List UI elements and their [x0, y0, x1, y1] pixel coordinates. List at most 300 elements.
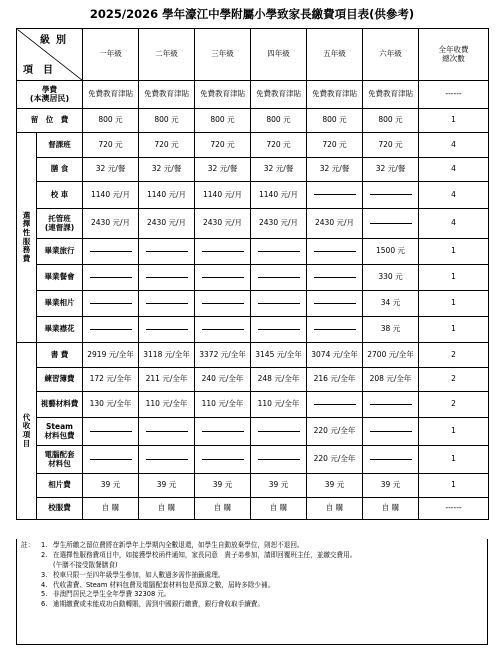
collection-value-cell — [307, 498, 363, 520]
grade-header: 六年級 — [363, 29, 419, 81]
reservation-label: 留 位 費 — [17, 109, 83, 133]
collection-value: 自 購 — [213, 503, 232, 513]
collection-value-cell — [195, 418, 251, 446]
note-label — [21, 561, 41, 571]
optional-total: 1 — [419, 317, 489, 343]
note-number — [41, 561, 53, 571]
optional-value: 1140 元/月 — [147, 189, 186, 199]
optional-item-label-text: 督課班 — [48, 139, 71, 149]
optional-value-cell — [83, 239, 139, 265]
notes-section — [16, 539, 488, 645]
optional-item-label — [37, 158, 83, 182]
optional-value-cell — [251, 291, 307, 317]
collection-value-cell — [251, 418, 307, 446]
collection-value-cell — [83, 418, 139, 446]
optional-item-label — [37, 209, 83, 239]
empty-dash — [202, 303, 244, 304]
optional-value: 34 元 — [380, 298, 401, 308]
optional-value: 32 元/餐 — [207, 164, 238, 174]
optional-value-cell — [363, 182, 419, 209]
collection-value-cell — [139, 392, 195, 418]
collection-row — [17, 392, 489, 418]
collection-value-cell — [307, 343, 363, 368]
optional-value-cell — [307, 133, 363, 158]
tuition-label-cell — [17, 81, 83, 109]
collection-value: 248 元/全年 — [257, 374, 300, 384]
collection-value-cell — [251, 446, 307, 474]
collection-value: 220 元/全年 — [313, 426, 356, 436]
optional-value-cell — [83, 182, 139, 209]
optional-value-cell — [307, 291, 363, 317]
collection-value-cell — [139, 343, 195, 368]
collection-value-cell — [363, 474, 419, 498]
optional-value: 2430 元/月 — [203, 218, 242, 228]
empty-dash — [258, 303, 300, 304]
empty-dash — [202, 251, 244, 252]
collection-item-label-text: 校服費 — [48, 503, 71, 513]
optional-value: 330 元 — [378, 272, 403, 282]
empty-dash — [146, 459, 188, 460]
collection-value-cell — [251, 343, 307, 368]
optional-item-label-text: 畢業餐會 — [44, 272, 75, 282]
grade-header: 一年級 — [83, 29, 139, 81]
optional-value-cell — [195, 265, 251, 291]
optional-category-text: 選擇性服務費 — [22, 210, 31, 263]
collection-total: 1 — [419, 446, 489, 474]
optional-value-cell — [251, 265, 307, 291]
collection-total: ------ — [419, 498, 489, 520]
empty-dash — [258, 329, 300, 330]
collection-value: 自 購 — [101, 503, 120, 513]
empty-dash — [314, 404, 356, 405]
collection-item-label-text: 電腦配套 材料包 — [44, 449, 75, 468]
collection-value-cell — [251, 368, 307, 392]
collection-value-cell — [307, 368, 363, 392]
note-label — [21, 571, 41, 581]
collection-value: 110 元/全年 — [145, 399, 188, 409]
optional-value-cell — [195, 133, 251, 158]
optional-value-cell — [363, 291, 419, 317]
optional-item-label-text: 畢業襟花 — [44, 324, 75, 334]
optional-row — [17, 133, 489, 158]
tuition-cell: 免費教育津貼 — [251, 81, 307, 109]
collection-item-label — [37, 392, 83, 418]
optional-value-cell — [139, 317, 195, 343]
collection-value-cell — [139, 474, 195, 498]
empty-dash — [146, 251, 188, 252]
optional-row — [17, 158, 489, 182]
collection-value: 3145 元/全年 — [255, 349, 302, 359]
collection-category-text: 代收項目 — [22, 412, 31, 448]
collection-value-cell — [363, 498, 419, 520]
optional-value-cell — [363, 158, 419, 182]
collection-item-label-text: 視藝材料費 — [40, 399, 79, 409]
collection-item-label — [37, 446, 83, 474]
optional-value-cell — [139, 239, 195, 265]
collection-value-cell — [363, 446, 419, 474]
optional-value: 2430 元/月 — [91, 218, 130, 228]
collection-category — [17, 343, 37, 520]
note-number: 5. — [41, 590, 48, 599]
optional-value: 2430 元/月 — [315, 218, 354, 228]
collection-value: 208 元/全年 — [369, 374, 412, 384]
empty-dash — [90, 251, 132, 252]
note-text: 學生所繳之留位費將在新學年上學期內全數退還，如學生自動放棄學位，則恕不退回。 — [53, 541, 304, 549]
collection-value: 216 元/全年 — [313, 374, 356, 384]
optional-value-cell — [363, 133, 419, 158]
optional-value-cell — [139, 133, 195, 158]
collection-value-cell — [363, 418, 419, 446]
optional-value: 720 元 — [378, 139, 403, 149]
note-item — [21, 551, 483, 561]
optional-item-label — [37, 291, 83, 317]
collection-value: 2700 元/全年 — [367, 349, 414, 359]
collection-value-cell — [307, 418, 363, 446]
note-item — [21, 581, 483, 591]
corner-cell — [17, 29, 83, 81]
collection-item-label-text: 相片費 — [48, 480, 71, 490]
optional-value-cell — [307, 209, 363, 239]
optional-value-cell — [139, 265, 195, 291]
optional-item-label-text: 膳 食 — [50, 164, 69, 174]
collection-value: 130 元/全年 — [89, 399, 132, 409]
note-number: 6. — [41, 600, 48, 609]
optional-value-cell — [83, 158, 139, 182]
empty-dash — [146, 277, 188, 278]
optional-value-cell — [307, 239, 363, 265]
tuition-label: 學費 — [42, 84, 57, 94]
empty-dash — [314, 303, 356, 304]
corner-label-grade: 級別 — [40, 35, 72, 46]
empty-dash — [314, 251, 356, 252]
optional-value: 2430 元/月 — [259, 218, 298, 228]
optional-value-cell — [307, 158, 363, 182]
collection-item-label — [37, 418, 83, 446]
note-text: (午膳不接受散餐膳食) — [53, 560, 118, 569]
empty-dash — [202, 329, 244, 330]
collection-value-cell — [251, 392, 307, 418]
optional-item-label-text: 畢業相片 — [44, 298, 75, 308]
collection-row — [17, 446, 489, 474]
collection-value: 211 元/全年 — [145, 374, 188, 384]
optional-item-label-text: 校 車 — [50, 189, 69, 199]
tuition-cell: 免費教育津貼 — [307, 81, 363, 109]
grade-header: 五年級 — [307, 29, 363, 81]
collection-value: 39 元 — [212, 480, 233, 490]
collection-item-label — [37, 368, 83, 392]
collection-total: 1 — [419, 474, 489, 498]
grade-header: 二年級 — [139, 29, 195, 81]
collection-row — [17, 498, 489, 520]
reservation-cell: 800 元 — [83, 109, 139, 133]
optional-value-cell — [195, 291, 251, 317]
collection-value-cell — [251, 474, 307, 498]
note-label — [21, 600, 41, 610]
optional-value: 720 元 — [210, 139, 235, 149]
empty-dash — [146, 303, 188, 304]
optional-total: 1 — [419, 239, 489, 265]
collection-value-cell — [195, 343, 251, 368]
collection-value-cell — [307, 474, 363, 498]
optional-value: 1140 元/月 — [203, 189, 242, 199]
collection-value: 39 元 — [324, 480, 345, 490]
collection-value-cell — [139, 498, 195, 520]
collection-value-cell — [83, 343, 139, 368]
fee-table — [16, 28, 489, 520]
optional-value-cell — [363, 317, 419, 343]
collection-value: 39 元 — [268, 480, 289, 490]
note-item — [21, 590, 483, 600]
collection-value: 自 購 — [157, 503, 176, 513]
collection-value: 自 購 — [325, 503, 344, 513]
optional-value: 2430 元/月 — [147, 218, 186, 228]
note-label — [21, 581, 41, 591]
collection-value: 110 元/全年 — [201, 399, 244, 409]
collection-value-cell — [195, 446, 251, 474]
collection-total: 2 — [419, 368, 489, 392]
empty-dash — [370, 404, 412, 405]
collection-item-label-text: Steam 材料包費 — [44, 421, 75, 440]
empty-dash — [146, 431, 188, 432]
empty-dash — [370, 459, 412, 460]
collection-value-cell — [83, 392, 139, 418]
collection-value-cell — [139, 418, 195, 446]
collection-value: 自 購 — [381, 503, 400, 513]
reservation-cell: 800 元 — [195, 109, 251, 133]
optional-value-cell — [307, 317, 363, 343]
optional-value-cell — [363, 209, 419, 239]
optional-value-cell — [251, 133, 307, 158]
collection-value: 172 元/全年 — [89, 374, 132, 384]
collection-value: 39 元 — [100, 480, 121, 490]
empty-dash — [258, 277, 300, 278]
optional-value: 32 元/餐 — [375, 164, 406, 174]
note-text: 代收書費、Steam 材料包費及電腦配套材料包是預算之數，屆時多除少補。 — [53, 580, 275, 589]
header-row — [17, 29, 489, 81]
optional-item-label-text: 畢業旅行 — [44, 246, 75, 256]
optional-value: 720 元 — [154, 139, 179, 149]
empty-dash — [258, 431, 300, 432]
empty-dash — [90, 459, 132, 460]
empty-dash — [202, 277, 244, 278]
optional-value-cell — [363, 265, 419, 291]
collection-value: 3118 元/全年 — [143, 349, 190, 359]
note-text: 逾期繳費或未能成功自動轉賬，需到中國銀行繳費，銀行會收取手續費。 — [53, 600, 264, 609]
document-title: 2025/2026 學年濠江中學附屬小學致家長繳費項目表(供參考) — [89, 7, 415, 21]
collection-value-cell — [139, 446, 195, 474]
optional-value: 720 元 — [266, 139, 291, 149]
collection-value: 自 購 — [269, 503, 288, 513]
note-number: 4. — [41, 580, 48, 589]
tuition-cell: 免費教育津貼 — [83, 81, 139, 109]
collection-item-label-text: 書 費 — [50, 349, 69, 359]
collection-row — [17, 368, 489, 392]
empty-dash — [90, 431, 132, 432]
optional-value-cell — [251, 158, 307, 182]
empty-dash — [370, 431, 412, 432]
note-item — [21, 541, 483, 551]
note-number: 2. — [41, 550, 48, 559]
optional-value-cell — [363, 239, 419, 265]
tuition-cell: 免費教育津貼 — [139, 81, 195, 109]
optional-row — [17, 265, 489, 291]
collection-value-cell — [307, 392, 363, 418]
optional-row — [17, 182, 489, 209]
collection-value: 240 元/全年 — [201, 374, 244, 384]
collection-row — [17, 418, 489, 446]
grade-header: 三年級 — [195, 29, 251, 81]
tuition-sublabel: (本澳居民) — [29, 94, 70, 104]
note-number: 3. — [41, 570, 48, 579]
note-label: 註： — [21, 541, 35, 549]
optional-value-cell — [139, 209, 195, 239]
collection-value-cell — [307, 446, 363, 474]
optional-value-cell — [251, 209, 307, 239]
optional-row — [17, 317, 489, 343]
empty-dash — [370, 194, 412, 195]
note-item — [21, 561, 483, 571]
note-text: 在選擇性服務費項目中，如接獲學校函件通知，家長同意 貴子弟參加，請即回覆班主任，並繳交費用。 — [53, 550, 357, 559]
empty-dash — [258, 251, 300, 252]
collection-row — [17, 343, 489, 368]
collection-value-cell — [83, 474, 139, 498]
optional-value-cell — [251, 317, 307, 343]
tuition-row — [17, 81, 489, 109]
collection-value-cell — [83, 368, 139, 392]
collection-value-cell — [195, 498, 251, 520]
optional-item-label — [37, 265, 83, 291]
note-label — [21, 551, 41, 561]
collection-item-label — [37, 498, 83, 520]
optional-value-cell — [195, 317, 251, 343]
collection-total: 2 — [419, 392, 489, 418]
collection-value-cell — [195, 474, 251, 498]
optional-value: 1500 元 — [376, 246, 405, 256]
empty-dash — [314, 329, 356, 330]
total-count-header — [419, 29, 489, 81]
optional-value-cell — [251, 239, 307, 265]
note-label — [21, 590, 41, 600]
collection-value-cell — [83, 446, 139, 474]
optional-value-cell — [195, 158, 251, 182]
collection-value: 39 元 — [156, 480, 177, 490]
optional-item-label — [37, 133, 83, 158]
optional-total: 1 — [419, 265, 489, 291]
optional-value-cell — [195, 209, 251, 239]
empty-dash — [90, 303, 132, 304]
optional-value: 1140 元/月 — [91, 189, 130, 199]
collection-value: 3372 元/全年 — [199, 349, 246, 359]
empty-dash — [314, 277, 356, 278]
empty-dash — [90, 277, 132, 278]
collection-value-cell — [139, 368, 195, 392]
optional-value: 1140 元/月 — [259, 189, 298, 199]
optional-value: 32 元/餐 — [263, 164, 294, 174]
collection-item-label — [37, 343, 83, 368]
optional-value-cell — [307, 265, 363, 291]
optional-item-label-text: 托管班 (連督課) — [44, 213, 75, 232]
optional-value-cell — [251, 182, 307, 209]
note-text: 校車只限一至四年級學生參加，如人數過多需作抽籤處理。 — [53, 570, 225, 579]
optional-value-cell — [83, 209, 139, 239]
collection-item-label — [37, 474, 83, 498]
corner-label-item: 項目 — [23, 64, 63, 76]
collection-value-cell — [195, 368, 251, 392]
collection-value: 2919 元/全年 — [87, 349, 134, 359]
optional-category — [17, 133, 37, 343]
collection-item-label-text: 練習簿費 — [44, 374, 75, 384]
note-number: 1. — [41, 541, 48, 549]
optional-row — [17, 291, 489, 317]
grade-header: 四年級 — [251, 29, 307, 81]
empty-dash — [258, 459, 300, 460]
note-item — [21, 600, 483, 610]
collection-total: 1 — [419, 418, 489, 446]
optional-total: 4 — [419, 158, 489, 182]
optional-item-label — [37, 239, 83, 265]
optional-value: 32 元/餐 — [151, 164, 182, 174]
collection-value-cell — [195, 392, 251, 418]
tuition-total: ------ — [419, 81, 489, 109]
optional-item-label — [37, 317, 83, 343]
collection-value-cell — [363, 392, 419, 418]
optional-total: 4 — [419, 209, 489, 239]
collection-value-cell — [363, 368, 419, 392]
optional-value: 38 元 — [380, 324, 401, 334]
empty-dash — [202, 431, 244, 432]
optional-value-cell — [195, 182, 251, 209]
tuition-cell: 免費教育津貼 — [195, 81, 251, 109]
collection-value-cell — [363, 343, 419, 368]
empty-dash — [370, 223, 412, 224]
collection-total: 2 — [419, 343, 489, 368]
optional-value-cell — [139, 158, 195, 182]
optional-value-cell — [83, 317, 139, 343]
reservation-cell: 800 元 — [363, 109, 419, 133]
collection-value-cell — [83, 498, 139, 520]
optional-value-cell — [83, 265, 139, 291]
tuition-cell: 免費教育津貼 — [363, 81, 419, 109]
optional-row — [17, 209, 489, 239]
collection-value: 39 元 — [380, 480, 401, 490]
optional-total: 4 — [419, 182, 489, 209]
optional-value: 720 元 — [322, 139, 347, 149]
collection-value: 220 元/全年 — [313, 454, 356, 464]
optional-value: 32 元/餐 — [95, 164, 126, 174]
collection-row — [17, 474, 489, 498]
optional-item-label — [37, 182, 83, 209]
optional-value: 720 元 — [98, 139, 123, 149]
optional-total: 4 — [419, 133, 489, 158]
collection-value: 3074 元/全年 — [311, 349, 358, 359]
reservation-cell: 800 元 — [251, 109, 307, 133]
optional-total: 1 — [419, 291, 489, 317]
note-text: 非澳門居民之學生全年學費 32308 元。 — [53, 590, 171, 599]
empty-dash — [202, 459, 244, 460]
optional-value-cell — [195, 239, 251, 265]
reservation-cell: 800 元 — [139, 109, 195, 133]
optional-value-cell — [83, 291, 139, 317]
optional-value: 32 元/餐 — [319, 164, 350, 174]
empty-dash — [146, 329, 188, 330]
collection-value: 110 元/全年 — [257, 399, 300, 409]
note-item — [21, 571, 483, 581]
reservation-row — [17, 109, 489, 133]
reservation-cell: 800 元 — [307, 109, 363, 133]
optional-value-cell — [139, 291, 195, 317]
empty-dash — [90, 329, 132, 330]
optional-value-cell — [139, 182, 195, 209]
